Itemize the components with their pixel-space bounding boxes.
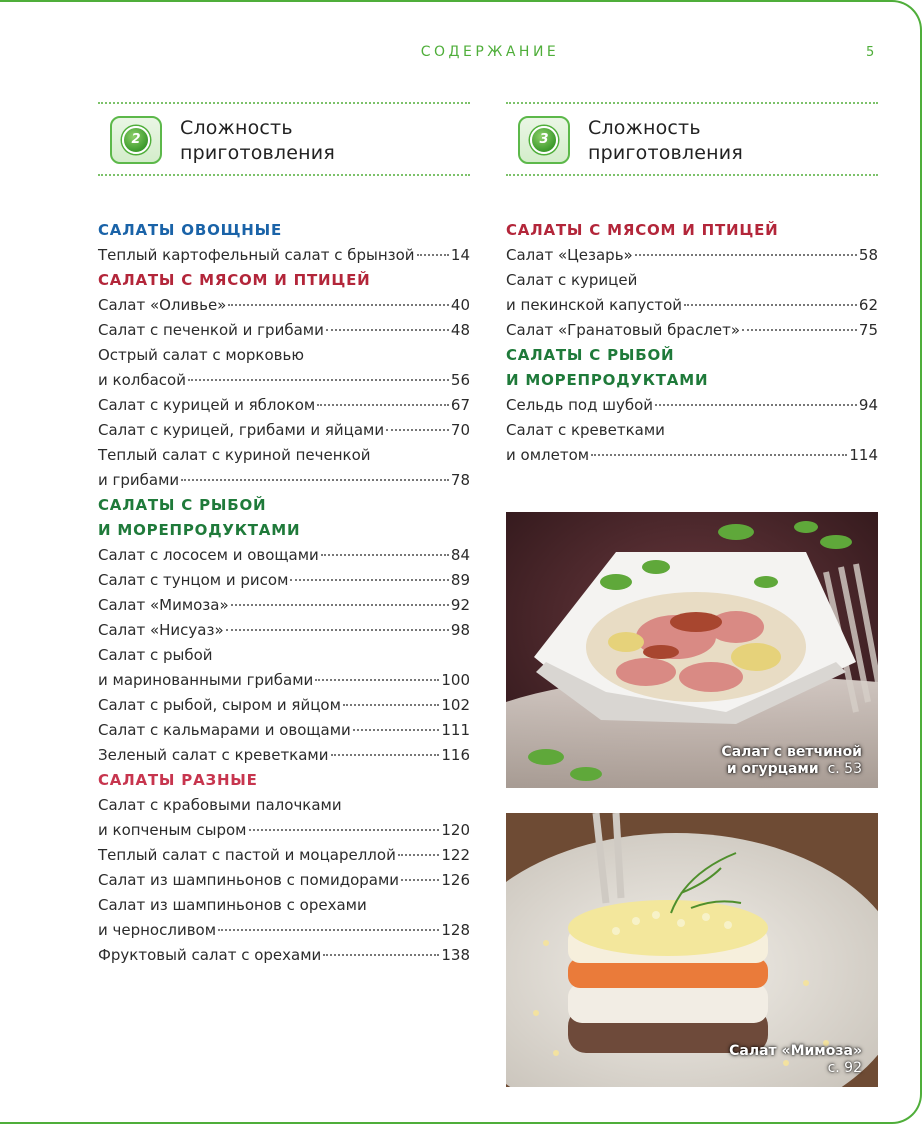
difficulty-label-line1: Сложность bbox=[588, 117, 701, 139]
toc-page-number: 122 bbox=[441, 846, 470, 864]
toc-entry[interactable] bbox=[98, 743, 470, 768]
toc-entry[interactable] bbox=[98, 468, 470, 493]
dot-leader bbox=[228, 304, 449, 306]
dot-leader bbox=[331, 754, 440, 756]
toc-page-number: 70 bbox=[450, 421, 470, 439]
toc-page-number: 94 bbox=[858, 396, 878, 414]
toc-entry-title: и грибами bbox=[98, 471, 180, 489]
toc-entry-title: Салат с курицей, грибами и яйцами bbox=[98, 421, 385, 439]
toc-entry-title: Салат с курицей bbox=[506, 271, 638, 289]
toc-entry[interactable] bbox=[98, 693, 470, 718]
toc-entry-continued bbox=[506, 268, 878, 293]
toc-entry-title: Салат «Оливье» bbox=[98, 296, 227, 314]
toc-page-number: 89 bbox=[450, 571, 470, 589]
toc-left-column bbox=[98, 218, 470, 968]
dot-leader bbox=[655, 404, 857, 406]
toc-page-number: 56 bbox=[450, 371, 470, 389]
toc-page-number: 98 bbox=[450, 621, 470, 639]
toc-entry[interactable] bbox=[506, 318, 878, 343]
caption-title-line2: и огурцами bbox=[726, 761, 819, 777]
toc-entry[interactable] bbox=[506, 443, 878, 468]
toc-entry-title: Салат с тунцом и рисом bbox=[98, 571, 289, 589]
toc-entry-title: Салат из шампиньонов с орехами bbox=[98, 896, 367, 914]
section-heading: САЛАТЫ РАЗНЫЕ bbox=[98, 771, 258, 789]
toc-entry-title: и маринованными грибами bbox=[98, 671, 314, 689]
section-heading: САЛАТЫ С МЯСОМ И ПТИЦЕЙ bbox=[506, 221, 779, 239]
toc-entry[interactable] bbox=[98, 393, 470, 418]
toc-entry[interactable] bbox=[98, 243, 470, 268]
section-heading: САЛАТЫ С РЫБОЙ bbox=[98, 496, 267, 514]
dot-leader bbox=[226, 629, 449, 631]
dot-leader bbox=[591, 454, 847, 456]
difficulty-badge bbox=[518, 116, 570, 164]
toc-entry-title: Салат с креветками bbox=[506, 421, 665, 439]
dot-leader bbox=[188, 379, 449, 381]
toc-entry[interactable] bbox=[98, 818, 470, 843]
section-heading: И МОРЕПРОДУКТАМИ bbox=[98, 521, 301, 539]
caption-page: с. 92 bbox=[827, 1060, 862, 1076]
difficulty-legend-3 bbox=[506, 102, 878, 178]
section-heading: САЛАТЫ С РЫБОЙ bbox=[506, 346, 675, 364]
photo-mimosa-salad bbox=[506, 813, 878, 1087]
toc-entry[interactable] bbox=[98, 943, 470, 968]
difficulty-level-icon: 3 bbox=[530, 126, 558, 154]
toc-entry-title: Салат «Мимоза» bbox=[98, 596, 229, 614]
toc-page-number: 116 bbox=[441, 746, 470, 764]
toc-page-number: 111 bbox=[441, 721, 470, 739]
dot-leader bbox=[343, 704, 439, 706]
toc-right-column bbox=[506, 218, 878, 468]
toc-entry-title: и пекинской капустой bbox=[506, 296, 683, 314]
toc-page-number: 78 bbox=[450, 471, 470, 489]
photo-caption bbox=[721, 744, 862, 778]
toc-page-number: 67 bbox=[450, 396, 470, 414]
toc-page-number: 14 bbox=[450, 246, 470, 264]
toc-entry-title: Салат с крабовыми палочками bbox=[98, 796, 342, 814]
toc-page-number: 58 bbox=[858, 246, 878, 264]
toc-entry[interactable] bbox=[506, 393, 878, 418]
toc-entry[interactable] bbox=[98, 668, 470, 693]
caption-title: Салат «Мимоза» bbox=[729, 1043, 862, 1059]
dot-leader bbox=[290, 579, 449, 581]
toc-entry-title: Теплый салат с куриной печенкой bbox=[98, 446, 371, 464]
toc-entry-title: Фруктовый салат с орехами bbox=[98, 946, 322, 964]
toc-entry-title: и колбасой bbox=[98, 371, 186, 389]
toc-entry-title: Салат «Нисуаз» bbox=[98, 621, 224, 639]
toc-entry-title: Салат с курицей и яблоком bbox=[98, 396, 316, 414]
dot-leader bbox=[398, 854, 440, 856]
toc-entry-title: Салат «Цезарь» bbox=[506, 246, 633, 264]
toc-page-number: 62 bbox=[858, 296, 878, 314]
toc-page-number: 128 bbox=[441, 921, 470, 939]
toc-entry-title: и копченым сыром bbox=[98, 821, 247, 839]
difficulty-label bbox=[588, 116, 743, 166]
dot-leader bbox=[315, 679, 439, 681]
section-heading: САЛАТЫ ОВОЩНЫЕ bbox=[98, 221, 283, 239]
toc-entry[interactable] bbox=[98, 568, 470, 593]
toc-page-number: 92 bbox=[450, 596, 470, 614]
toc-entry[interactable] bbox=[506, 243, 878, 268]
toc-entry-title: Сельдь под шубой bbox=[506, 396, 654, 414]
toc-entry-title: Салат с лососем и овощами bbox=[98, 546, 319, 564]
toc-entry-title: Салат с кальмарами и овощами bbox=[98, 721, 351, 739]
toc-entry[interactable] bbox=[98, 918, 470, 943]
toc-entry[interactable] bbox=[98, 618, 470, 643]
toc-page-number: 114 bbox=[849, 446, 878, 464]
difficulty-label-line2: приготовления bbox=[180, 142, 335, 164]
toc-page-number: 40 bbox=[450, 296, 470, 314]
toc-entry[interactable] bbox=[98, 843, 470, 868]
toc-entry[interactable] bbox=[98, 318, 470, 343]
dot-leader bbox=[635, 254, 857, 256]
dot-leader bbox=[317, 404, 449, 406]
difficulty-legend-2 bbox=[98, 102, 470, 178]
toc-entry-title: и омлетом bbox=[506, 446, 590, 464]
difficulty-level-icon: 2 bbox=[122, 126, 150, 154]
photo-ham-salad bbox=[506, 512, 878, 788]
dot-leader bbox=[401, 879, 439, 881]
toc-page-number: 75 bbox=[858, 321, 878, 339]
dot-leader bbox=[323, 954, 439, 956]
toc-entry-continued bbox=[98, 343, 470, 368]
dot-leader bbox=[417, 254, 449, 256]
caption-page: с. 53 bbox=[827, 761, 862, 777]
dotted-divider bbox=[98, 174, 470, 176]
toc-entry[interactable] bbox=[98, 418, 470, 443]
toc-entry-title: Теплый салат с пастой и моцареллой bbox=[98, 846, 396, 864]
toc-entry-continued bbox=[98, 643, 470, 668]
toc-entry-title: Салат с рыбой, сыром и яйцом bbox=[98, 696, 341, 714]
toc-entry[interactable] bbox=[98, 593, 470, 618]
dotted-divider bbox=[506, 174, 878, 176]
dot-leader bbox=[353, 729, 440, 731]
toc-entry-title: и черносливом bbox=[98, 921, 217, 939]
difficulty-label bbox=[180, 116, 335, 166]
toc-page-number: 126 bbox=[441, 871, 470, 889]
dot-leader bbox=[249, 829, 440, 831]
section-heading: САЛАТЫ С МЯСОМ И ПТИЦЕЙ bbox=[98, 271, 371, 289]
toc-entry-title: Острый салат с морковью bbox=[98, 346, 304, 364]
toc-entry-continued bbox=[98, 443, 470, 468]
toc-entry[interactable] bbox=[98, 868, 470, 893]
dot-leader bbox=[231, 604, 449, 606]
toc-entry-continued bbox=[506, 418, 878, 443]
toc-page-number: 48 bbox=[450, 321, 470, 339]
page-number: 5 bbox=[866, 45, 875, 60]
toc-page-number: 138 bbox=[441, 946, 470, 964]
toc-entry[interactable] bbox=[98, 368, 470, 393]
dot-leader bbox=[386, 429, 449, 431]
caption-title: Салат с ветчиной bbox=[721, 744, 862, 760]
dot-leader bbox=[742, 329, 857, 331]
toc-entry[interactable] bbox=[98, 718, 470, 743]
toc-entry-title: Салат из шампиньонов с помидорами bbox=[98, 871, 400, 889]
toc-entry-title: Салат с печенкой и грибами bbox=[98, 321, 324, 339]
toc-entry-title: Салат с рыбой bbox=[98, 646, 213, 664]
section-heading: И МОРЕПРОДУКТАМИ bbox=[506, 371, 709, 389]
toc-page-number: 100 bbox=[441, 671, 470, 689]
toc-entry-continued bbox=[98, 893, 470, 918]
toc-page-number: 102 bbox=[441, 696, 470, 714]
difficulty-badge bbox=[110, 116, 162, 164]
toc-entry[interactable] bbox=[506, 293, 878, 318]
dot-leader bbox=[684, 304, 857, 306]
dotted-divider bbox=[506, 102, 878, 104]
toc-entry-continued bbox=[98, 793, 470, 818]
toc-entry-title: Теплый картофельный салат с брынзой bbox=[98, 246, 415, 264]
difficulty-label-line1: Сложность bbox=[180, 117, 293, 139]
toc-entry-title: Салат «Гранатовый браслет» bbox=[506, 321, 741, 339]
dot-leader bbox=[321, 554, 449, 556]
dot-leader bbox=[326, 329, 449, 331]
photo-caption bbox=[729, 1043, 862, 1077]
toc-page-number: 120 bbox=[441, 821, 470, 839]
dotted-divider bbox=[98, 102, 470, 104]
dot-leader bbox=[218, 929, 439, 931]
header-title: СОДЕРЖАНИЕ bbox=[420, 44, 560, 60]
toc-entry[interactable] bbox=[98, 293, 470, 318]
toc-entry-title: Зеленый салат с креветками bbox=[98, 746, 329, 764]
toc-entry[interactable] bbox=[98, 543, 470, 568]
dot-leader bbox=[181, 479, 449, 481]
difficulty-label-line2: приготовления bbox=[588, 142, 743, 164]
toc-page-number: 84 bbox=[450, 546, 470, 564]
